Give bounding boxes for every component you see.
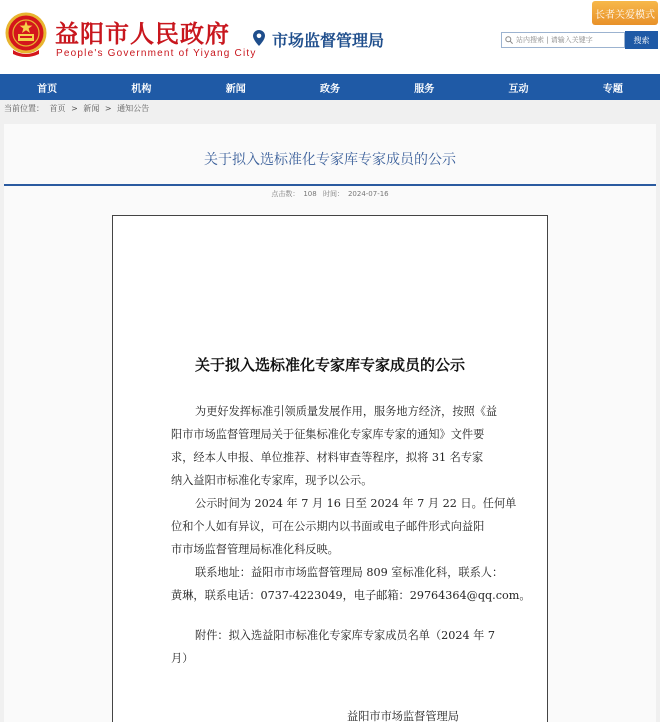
search-button[interactable]: 搜索 xyxy=(625,31,658,49)
site-title[interactable]: 益阳市人民政府 xyxy=(55,19,230,48)
breadcrumb-item-notices[interactable]: 通知公告 xyxy=(117,104,150,113)
breadcrumb-prefix: 当前位置： xyxy=(4,104,44,113)
page-title: 关于拟入选标准化专家库专家成员的公示 xyxy=(204,152,456,168)
document-line: 阳市市场监督管理局关于征集标准化专家库专家的通知》文件要 xyxy=(171,428,485,441)
national-emblem-icon xyxy=(5,12,47,58)
time-label: 时间： xyxy=(322,190,344,198)
views-label: 点击数： xyxy=(271,190,300,198)
site-header xyxy=(0,0,660,74)
document-line: 纳入益阳市标准化专家库，现予以公示。 xyxy=(171,474,373,487)
nav-item-home[interactable]: 首页 xyxy=(37,83,58,95)
search-input[interactable]: 站内搜索 | 请输入关键字 xyxy=(501,32,625,48)
attachment-line: 附件：拟入选益阳市标准化专家库专家成员名单（2024 年 7 xyxy=(195,629,496,642)
document-line: 市市场监督管理局标准化科反映。 xyxy=(171,543,339,556)
elder-mode-button[interactable]: 长者关爱模式 xyxy=(592,1,658,25)
document-title: 关于拟入选标准化专家库专家成员的公示 xyxy=(194,356,465,374)
document-line: 公示时间为 2024 年 7 月 16 日至 2024 年 7 月 22 日。任何单 xyxy=(195,497,517,510)
nav-item-services[interactable]: 服务 xyxy=(414,83,435,95)
breadcrumb-item-news[interactable]: 新闻 xyxy=(83,104,100,113)
document-image xyxy=(112,215,548,722)
main-nav xyxy=(0,74,660,100)
article-header xyxy=(4,124,656,202)
breadcrumb-separator: > xyxy=(104,104,112,113)
document-signature: 益阳市市场监督管理局 xyxy=(347,710,459,722)
breadcrumb-separator: > xyxy=(71,104,78,113)
document-line: 位和个人如有异议，可在公示期内以书面或电子邮件形式向益阳 xyxy=(171,520,485,533)
attachment-line: 月） xyxy=(171,652,194,665)
title-divider xyxy=(4,184,656,186)
nav-item-news[interactable]: 新闻 xyxy=(225,83,246,95)
article-meta xyxy=(4,189,656,199)
document-line: 求，经本人申报、单位推荐、材料审查等程序，拟将 31 名专家 xyxy=(171,451,484,464)
department-name[interactable]: 市场监督管理局 xyxy=(272,31,385,50)
nav-item-interaction[interactable]: 互动 xyxy=(508,83,529,95)
nav-item-organizations[interactable]: 机构 xyxy=(131,83,152,95)
breadcrumb-item-home[interactable]: 首页 xyxy=(49,104,66,113)
document-line: 联系地址：益阳市市场监督管理局 809 室标准化科，联系人： xyxy=(195,566,504,579)
search-icon xyxy=(505,36,513,44)
document-line: 黄琳，联系电话：0737-4223049，电子邮箱：29764364@qq.com。 xyxy=(171,589,531,602)
document-line: 为更好发挥标准引领质量发展作用，服务地方经济，按照《益 xyxy=(195,405,498,418)
publish-date: 2024-07-16 xyxy=(347,190,389,198)
views-count: 108 xyxy=(303,190,317,198)
breadcrumb xyxy=(4,103,152,114)
nav-item-topics[interactable]: 专题 xyxy=(602,83,623,95)
site-subtitle: People's Government of Yiyang City xyxy=(56,48,257,59)
location-pin-icon xyxy=(253,30,265,46)
nav-item-government-affairs[interactable]: 政务 xyxy=(319,83,340,95)
